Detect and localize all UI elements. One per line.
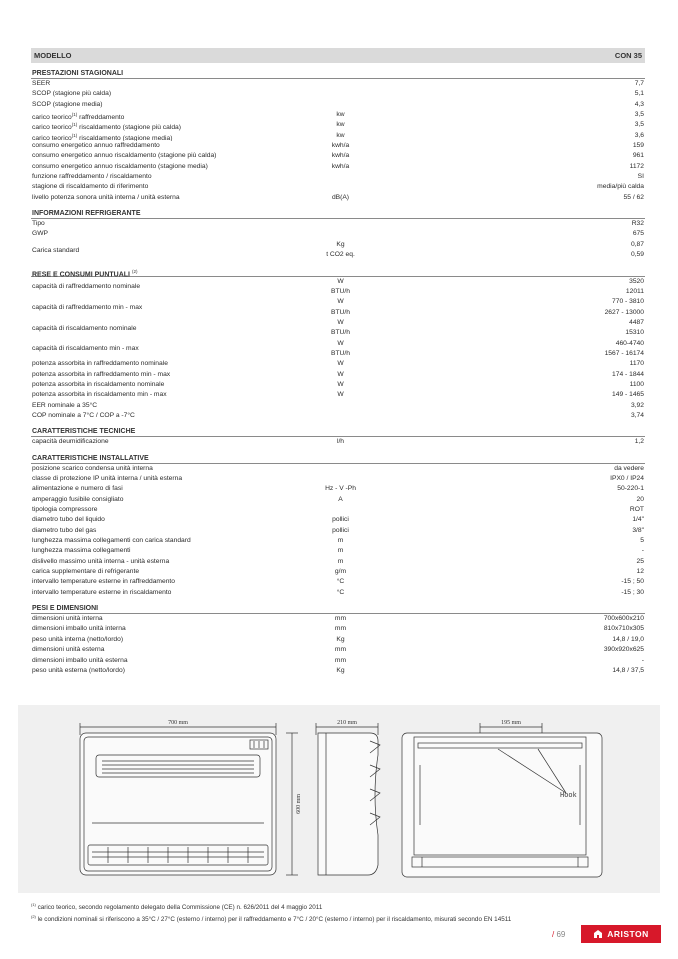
spec-table — [31, 48, 645, 676]
row-unit — [280, 474, 401, 484]
row-label: capacità deumidificazione — [32, 438, 109, 446]
row-label: peso unità interna (netto/lordo) — [32, 635, 124, 643]
table-row — [31, 577, 645, 587]
row-unit: dB(A) — [331, 193, 350, 201]
row-unit — [280, 89, 401, 99]
front-view — [80, 733, 276, 875]
row-value: media/più calda — [597, 183, 644, 191]
table-row — [31, 162, 645, 172]
row-values: 0,87 0,59 — [630, 240, 644, 259]
row-unit: °C — [336, 588, 345, 596]
row-values: 3520 12011 — [625, 277, 644, 295]
footnote-2: $^{(2)}$ le condizioni nominali si riferiscono a 35°C / 27°C (esterno / interno) per il raffreddamento e 7°C / 20°C (esterno / interno) per il riscaldamento, misurati secondo EN 14511 — [31, 914, 512, 924]
row-unit — [280, 100, 401, 110]
row-label: dimensioni unità interna — [32, 615, 103, 623]
row-label: potenza assorbita in raffreddamento min - max — [32, 370, 171, 378]
table-row — [31, 359, 645, 369]
table-row — [31, 635, 645, 645]
table-row — [31, 297, 645, 318]
row-units: Kg t CO2 eq. — [326, 240, 355, 259]
row-values: 460-4740 1567 - 16174 — [604, 339, 644, 357]
house-icon — [593, 929, 603, 939]
row-value: 149 - 1465 — [612, 391, 644, 399]
width-label: 700 mm — [168, 720, 188, 726]
row-label: tipologia compressore — [32, 506, 98, 514]
dimension-drawing — [18, 705, 660, 893]
row-unit: kw — [336, 131, 345, 139]
row-units: W BTU/h — [331, 339, 350, 357]
table-row — [31, 624, 645, 634]
row-label: SCOP (stagione media) — [32, 100, 103, 108]
row-label: livello potenza sonora unità interna / unità esterna — [32, 193, 180, 201]
table-row — [31, 390, 645, 400]
row-unit: l/h — [336, 438, 345, 446]
row-unit — [280, 229, 401, 239]
row-unit — [280, 172, 401, 182]
row-label: consumo energetico annuo riscaldamento (stagione media) — [32, 162, 208, 170]
height-label: 600 mm — [296, 794, 302, 814]
row-label: peso unità esterna (netto/lordo) — [32, 666, 125, 674]
table-row — [31, 131, 645, 141]
row-label: potenza assorbita in raffreddamento nominale — [32, 360, 168, 368]
table-row — [31, 557, 645, 567]
row-label: lunghezza massima collegamenti — [32, 547, 131, 555]
row-value: 7,7 — [634, 80, 644, 87]
row-value: 20 — [636, 495, 644, 503]
row-unit: pollici — [332, 516, 349, 524]
table-row — [31, 484, 645, 494]
table-row — [31, 411, 645, 421]
table-row — [31, 666, 645, 676]
row-value: 3,74 — [630, 411, 644, 419]
table-row — [31, 401, 645, 411]
row-label: stagione di riscaldamento di riferimento — [32, 183, 149, 191]
row-unit: W — [337, 370, 344, 378]
row-label: classe di protezione IP unità interna / unità esterna — [32, 475, 183, 482]
row-unit — [280, 401, 401, 411]
ariston-logo — [581, 925, 661, 943]
row-unit: °C — [336, 578, 345, 586]
row-value: -15 ; 30 — [621, 588, 644, 596]
table-header — [31, 48, 645, 63]
row-unit: kwh/a — [331, 162, 350, 170]
section-title: CARATTERISTICHE TECNICHE — [31, 427, 645, 437]
table-row — [31, 240, 645, 261]
row-units: W BTU/h — [331, 318, 350, 337]
row-value: 390x920x625 — [603, 646, 644, 654]
row-value: 50-220-1 — [617, 485, 644, 493]
row-value: 3,5 — [634, 111, 644, 119]
row-value: SI — [637, 173, 644, 181]
row-label: carico teorico$^{(1)}$ riscaldamento (stagione più calda) — [32, 122, 181, 131]
row-value: 1100 — [629, 380, 644, 388]
row-label: Carica standard — [32, 246, 80, 254]
row-unit: g/m — [334, 568, 347, 576]
table-row — [31, 495, 645, 505]
row-unit — [280, 79, 401, 89]
row-unit: kwh/a — [331, 142, 350, 150]
row-value: IPX0 / IP24 — [610, 475, 644, 482]
page-number: / 69 — [552, 930, 566, 939]
row-unit: pollici — [332, 526, 349, 534]
row-label: capacità di riscaldamento nominale — [32, 324, 137, 332]
row-label: diametro tubo del gas — [32, 526, 97, 534]
row-value: ROT — [629, 506, 644, 514]
row-units: W BTU/h — [331, 298, 350, 316]
row-label: SCOP (stagione più calda) — [32, 90, 112, 98]
row-value: 55 / 62 — [623, 193, 644, 201]
table-row — [31, 151, 645, 161]
row-label: lunghezza massima collegamenti con carica standard — [32, 537, 191, 545]
side-view — [318, 733, 378, 875]
table-row — [31, 645, 645, 655]
row-value: 14,8 / 19,0 — [612, 635, 644, 643]
row-unit — [280, 411, 401, 421]
table-row — [31, 318, 645, 339]
row-values: 770 - 3810 2627 - 13000 — [604, 298, 644, 316]
row-unit: W — [337, 391, 344, 399]
table-row — [31, 120, 645, 130]
row-label: amperaggio fusibile consigliato — [32, 495, 124, 503]
hook-label: Hook — [560, 792, 577, 800]
row-value: 1,2 — [634, 438, 644, 446]
row-label: dislivello massimo unità interna - unità esterna — [32, 557, 170, 565]
row-value: 810x710x305 — [603, 625, 644, 633]
row-label: intervallo temperature esterne in riscaldamento — [32, 588, 172, 596]
section-title: PESI E DIMENSIONI — [31, 604, 645, 614]
row-label: intervallo temperature esterne in raffreddamento — [32, 578, 175, 586]
section-title: CARATTERISTICHE INSTALLATIVE — [31, 454, 645, 464]
table-row — [31, 141, 645, 151]
table-row — [31, 464, 645, 474]
row-label: potenza assorbita in riscaldamento min - max — [32, 391, 167, 399]
table-row — [31, 110, 645, 120]
row-value: 1170 — [629, 360, 644, 368]
row-value: 174 - 1844 — [612, 370, 644, 378]
row-value: 3,92 — [630, 401, 644, 409]
row-label: Tipo — [32, 220, 45, 228]
row-value: 675 — [632, 230, 644, 238]
row-label: capacità di riscaldamento min - max — [32, 345, 139, 353]
row-value: 1172 — [629, 162, 644, 170]
row-label: EER nominale a 35°C — [32, 401, 98, 409]
row-label: diametro tubo del liquido — [32, 516, 105, 524]
table-row — [31, 505, 645, 515]
row-label: consumo energetico annuo riscaldamento (stagione più calda) — [32, 152, 217, 160]
row-label: potenza assorbita in riscaldamento nominale — [32, 380, 165, 388]
table-row — [31, 89, 645, 99]
row-label: alimentazione e numero di fasi — [32, 485, 123, 493]
table-row — [31, 656, 645, 666]
hook-dist-label: 195 mm — [501, 720, 521, 726]
table-row — [31, 182, 645, 192]
row-label: consumo energetico annuo raffreddamento — [32, 142, 160, 150]
table-row — [31, 79, 645, 89]
model-value: CON 35 — [614, 51, 642, 60]
row-unit: kw — [336, 121, 345, 129]
row-unit: Kg — [336, 666, 345, 674]
row-label: carico teorico$^{(1)}$ riscaldamento (stagione media) — [32, 132, 173, 142]
row-label: GWP — [32, 230, 48, 238]
row-label: carica supplementare di refrigerante — [32, 568, 140, 576]
row-label: carico teorico$^{(1)}$ raffreddamento — [32, 112, 125, 121]
table-row — [31, 567, 645, 577]
row-value: 700x600x210 — [603, 615, 644, 623]
row-unit — [280, 219, 401, 229]
table-row — [31, 614, 645, 624]
row-unit: A — [338, 495, 343, 503]
table-row — [31, 526, 645, 536]
row-unit: mm — [334, 615, 347, 623]
row-label: SEER — [32, 80, 51, 87]
row-value: 961 — [632, 152, 644, 160]
row-value: 1/4" — [632, 516, 644, 524]
row-unit: m — [337, 557, 344, 565]
row-value: 5,1 — [634, 90, 644, 98]
row-unit — [280, 182, 401, 192]
brand-name: ARISTON — [607, 929, 649, 939]
footnotes — [31, 900, 651, 924]
row-value: -15 ; 50 — [621, 578, 644, 586]
table-row — [31, 219, 645, 229]
row-label: dimensioni unità esterna — [32, 646, 105, 654]
row-unit — [280, 505, 401, 515]
table-row — [31, 193, 645, 203]
table-row — [31, 380, 645, 390]
table-row — [31, 172, 645, 182]
table-row — [31, 100, 645, 110]
table-row — [31, 546, 645, 556]
row-label: dimensioni imballo unità interna — [32, 625, 126, 633]
row-label: capacità di raffreddamento nominale — [32, 283, 141, 291]
row-unit: W — [337, 360, 344, 368]
row-value: 12 — [636, 568, 644, 576]
table-row — [31, 474, 645, 484]
section-title: INFORMAZIONI REFRIGERANTE — [31, 209, 645, 219]
table-row — [31, 536, 645, 546]
row-value: 3/8" — [632, 526, 644, 534]
row-value: 3,6 — [634, 131, 644, 139]
row-label: posizione scarico condensa unità interna — [32, 464, 153, 472]
table-row — [31, 229, 645, 239]
row-unit: W — [337, 380, 344, 388]
table-row — [31, 515, 645, 525]
row-units: W BTU/h — [331, 277, 350, 295]
row-value: 4,3 — [634, 100, 644, 108]
row-unit — [280, 464, 401, 474]
row-value: R32 — [631, 220, 644, 228]
row-unit: kwh/a — [331, 152, 350, 160]
table-row — [31, 437, 645, 447]
row-unit: mm — [334, 625, 347, 633]
drawing-svg — [18, 705, 660, 893]
row-value: 14,8 / 37,5 — [612, 666, 644, 674]
row-unit: mm — [334, 656, 347, 664]
row-value: 5 — [640, 537, 644, 545]
row-label: funzione raffreddamento / riscaldamento — [32, 173, 152, 181]
row-value: 159 — [632, 142, 644, 150]
rear-view — [402, 733, 602, 877]
row-unit: kw — [336, 111, 345, 119]
row-unit: Hz - V -Ph — [325, 485, 356, 493]
row-value: 25 — [636, 557, 644, 565]
table-row — [31, 588, 645, 598]
table-row — [31, 339, 645, 360]
row-values: 4487 15310 — [625, 318, 644, 337]
model-label: MODELLO — [34, 51, 72, 60]
sections — [31, 69, 645, 676]
table-row — [31, 370, 645, 380]
row-value: - — [641, 656, 644, 664]
table-row — [31, 277, 645, 298]
row-value: da vedere — [614, 464, 644, 472]
footnote-1: $^{(1)}$ carico teorico, secondo regolamento delegato della Commissione (CE) n. 626/2011 del 4 maggio 2011 — [31, 902, 323, 912]
row-label: COP nominale a 7°C / COP a -7°C — [32, 411, 135, 419]
row-unit: m — [337, 537, 344, 545]
row-value: - — [641, 547, 644, 555]
section-title: PRESTAZIONI STAGIONALI — [31, 69, 645, 79]
row-label: dimensioni imballo unità esterna — [32, 656, 128, 664]
row-unit: mm — [334, 646, 347, 654]
row-label: capacità di raffreddamento min - max — [32, 304, 143, 312]
depth-label: 210 mm — [337, 720, 357, 726]
section-title: RESE E CONSUMI PUNTUALI $^{(2)}$ — [31, 267, 645, 277]
row-value: 3,5 — [634, 121, 644, 129]
row-unit: Kg — [336, 635, 345, 643]
row-unit: m — [337, 547, 344, 555]
